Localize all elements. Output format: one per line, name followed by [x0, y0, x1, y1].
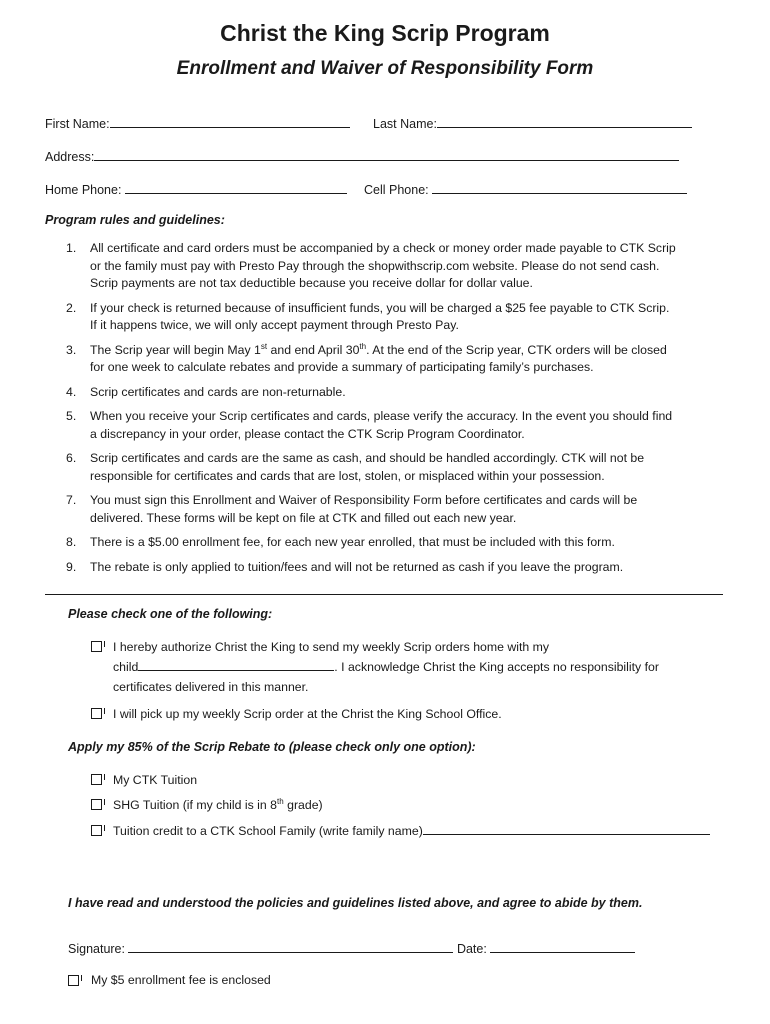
- rule-item: 9. The rebate is only applied to tuition/fees and will not be returned as cash if you leave the program.: [66, 559, 624, 574]
- rule-item: 8. There is a $5.00 enrollment fee, for each new year enrolled, that must be included with this form.: [66, 535, 615, 549]
- rule-item: 5. When you receive your Scrip certificates and cards, please verify the accuracy. In the event you should find a discrepancy in your order, please contact the CTK Scrip Program Coordinator.: [66, 409, 673, 441]
- cell-phone-field[interactable]: [432, 181, 687, 194]
- last-name-label: Last Name:: [373, 117, 437, 131]
- address-row: [45, 148, 679, 164]
- shg-tuition-option: SHG Tuition (if my child is in 8th grade): [113, 796, 323, 812]
- rule-item: 7. You must sign this Enrollment and Waiver of Responsibility Form before certificates and cards will be delivered. These forms will be kept on file at CTK and filled out each new year.: [66, 493, 638, 525]
- pickup-checkbox[interactable]: [91, 708, 102, 719]
- rule-item: 3. The Scrip year will begin May 1st and end April 30th. At the end of the Scrip year, CTK orders will be closed for one week to calculate rebates and provide a summary of participating family’s purchases.: [66, 341, 667, 374]
- pickup-option: I will pick up my weekly Scrip order at the Christ the King School Office.: [113, 707, 502, 721]
- family-credit-checkbox[interactable]: [91, 825, 102, 836]
- rule-text: All certificate and card orders must be accompanied by a check or money order made payable to CTK Scrip or the family must pay with Presto Pay through the shopwithscrip.com website. Please do not send cash. Scrip payments are not tax deductible because you receive dollar for dollar value.: [90, 241, 676, 290]
- agreement-statement: I have read and understood the policies and guidelines listed above, and agree to abide by them.: [68, 896, 643, 910]
- section-divider: [45, 594, 723, 595]
- fee-enclosed-option: My $5 enrollment fee is enclosed: [91, 973, 271, 987]
- ctk-tuition-checkbox[interactable]: [91, 774, 102, 785]
- rule-text: You must sign this Enrollment and Waiver of Responsibility Form before certificates and cards will be delivered. These forms will be kept on file at CTK and filled out each new year.: [90, 493, 638, 525]
- send-home-option: I hereby authorize Christ the King to send my weekly Scrip orders home with my child . I acknowledge Christ the King accepts no responsibility for certificates delivered in this manner.: [113, 640, 659, 694]
- cell-phone-label: Cell Phone:: [364, 183, 429, 197]
- cell-phone-row: [364, 181, 687, 197]
- signature-label: Signature:: [68, 942, 125, 956]
- rule-item: 6. Scrip certificates and cards are the same as cash, and should be handled accordingly. CTK will not be responsible for certificates and cards that are lost, stolen, or misplaced within your possession.: [66, 451, 645, 483]
- send-home-checkbox[interactable]: [91, 641, 102, 652]
- date-label: Date:: [456, 942, 487, 956]
- rule-item: 2. If your check is returned because of insufficient funds, you will be charged a $25 fee payable to CTK Scrip. If it happens twice, we will only accept payment through Presto Pay.: [66, 300, 670, 332]
- delivery-heading: Please check one of the following:: [68, 607, 273, 621]
- family-credit-option: Tuition credit to a CTK School Family (write family name): [113, 821, 710, 841]
- first-name-row: [45, 115, 350, 131]
- rule-text: Scrip certificates and cards are non-returnable.: [90, 384, 346, 399]
- page-title: Christ the King Scrip Program: [220, 20, 550, 46]
- page-subtitle: Enrollment and Waiver of Responsibility Form: [176, 58, 594, 79]
- rule-text: Scrip certificates and cards are the same as cash, and should be handled accordingly. CTK will not be responsible for certificates and cards that are lost, stolen, or misplaced within your possession.: [90, 451, 645, 483]
- home-phone-field[interactable]: [125, 181, 347, 194]
- address-label: Address:: [45, 150, 95, 164]
- fee-enclosed-checkbox[interactable]: [68, 975, 79, 986]
- signature-field[interactable]: [128, 940, 453, 953]
- last-name-row: [373, 115, 692, 131]
- family-name-field[interactable]: [423, 822, 710, 835]
- rules-list: [66, 240, 676, 583]
- rule-item: 1. All certificate and card orders must be accompanied by a check or money order made payable to CTK Scrip or the family must pay with Presto Pay through the shopwithscrip.com website. Please do not send cash. Scrip payments are not tax deductible because you receive dollar for dollar value.: [66, 241, 676, 290]
- first-name-field[interactable]: [110, 115, 350, 128]
- ctk-tuition-option: My CTK Tuition: [113, 773, 198, 787]
- last-name-field[interactable]: [437, 115, 692, 128]
- rule-text: The rebate is only applied to tuition/fees and will not be returned as cash if you leave the program.: [90, 559, 624, 574]
- rule-item: 4. Scrip certificates and cards are non-returnable.: [66, 384, 346, 399]
- rules-heading: Program rules and guidelines:: [45, 213, 225, 227]
- rule-text: There is a $5.00 enrollment fee, for each new year enrolled, that must be included with this form.: [90, 535, 615, 549]
- shg-tuition-checkbox[interactable]: [91, 799, 102, 810]
- home-phone-label: Home Phone:: [45, 183, 122, 197]
- rule-text: When you receive your Scrip certificates and cards, please verify the accuracy. In the event you should find a discrepancy in your order, please contact the CTK Scrip Program Coordinator.: [90, 409, 673, 441]
- date-field[interactable]: [490, 940, 635, 953]
- home-phone-row: [45, 181, 347, 197]
- rule-text: If your check is returned because of insufficient funds, you will be charged a $25 fee payable to CTK Scrip. If it happens twice, we will only accept payment through Presto Pay.: [90, 300, 670, 332]
- first-name-label: First Name:: [45, 117, 110, 131]
- signature-row: [68, 940, 635, 956]
- address-field[interactable]: [94, 148, 679, 161]
- child-name-field[interactable]: [138, 658, 334, 671]
- rebate-heading: Apply my 85% of the Scrip Rebate to (please check only one option):: [68, 740, 476, 754]
